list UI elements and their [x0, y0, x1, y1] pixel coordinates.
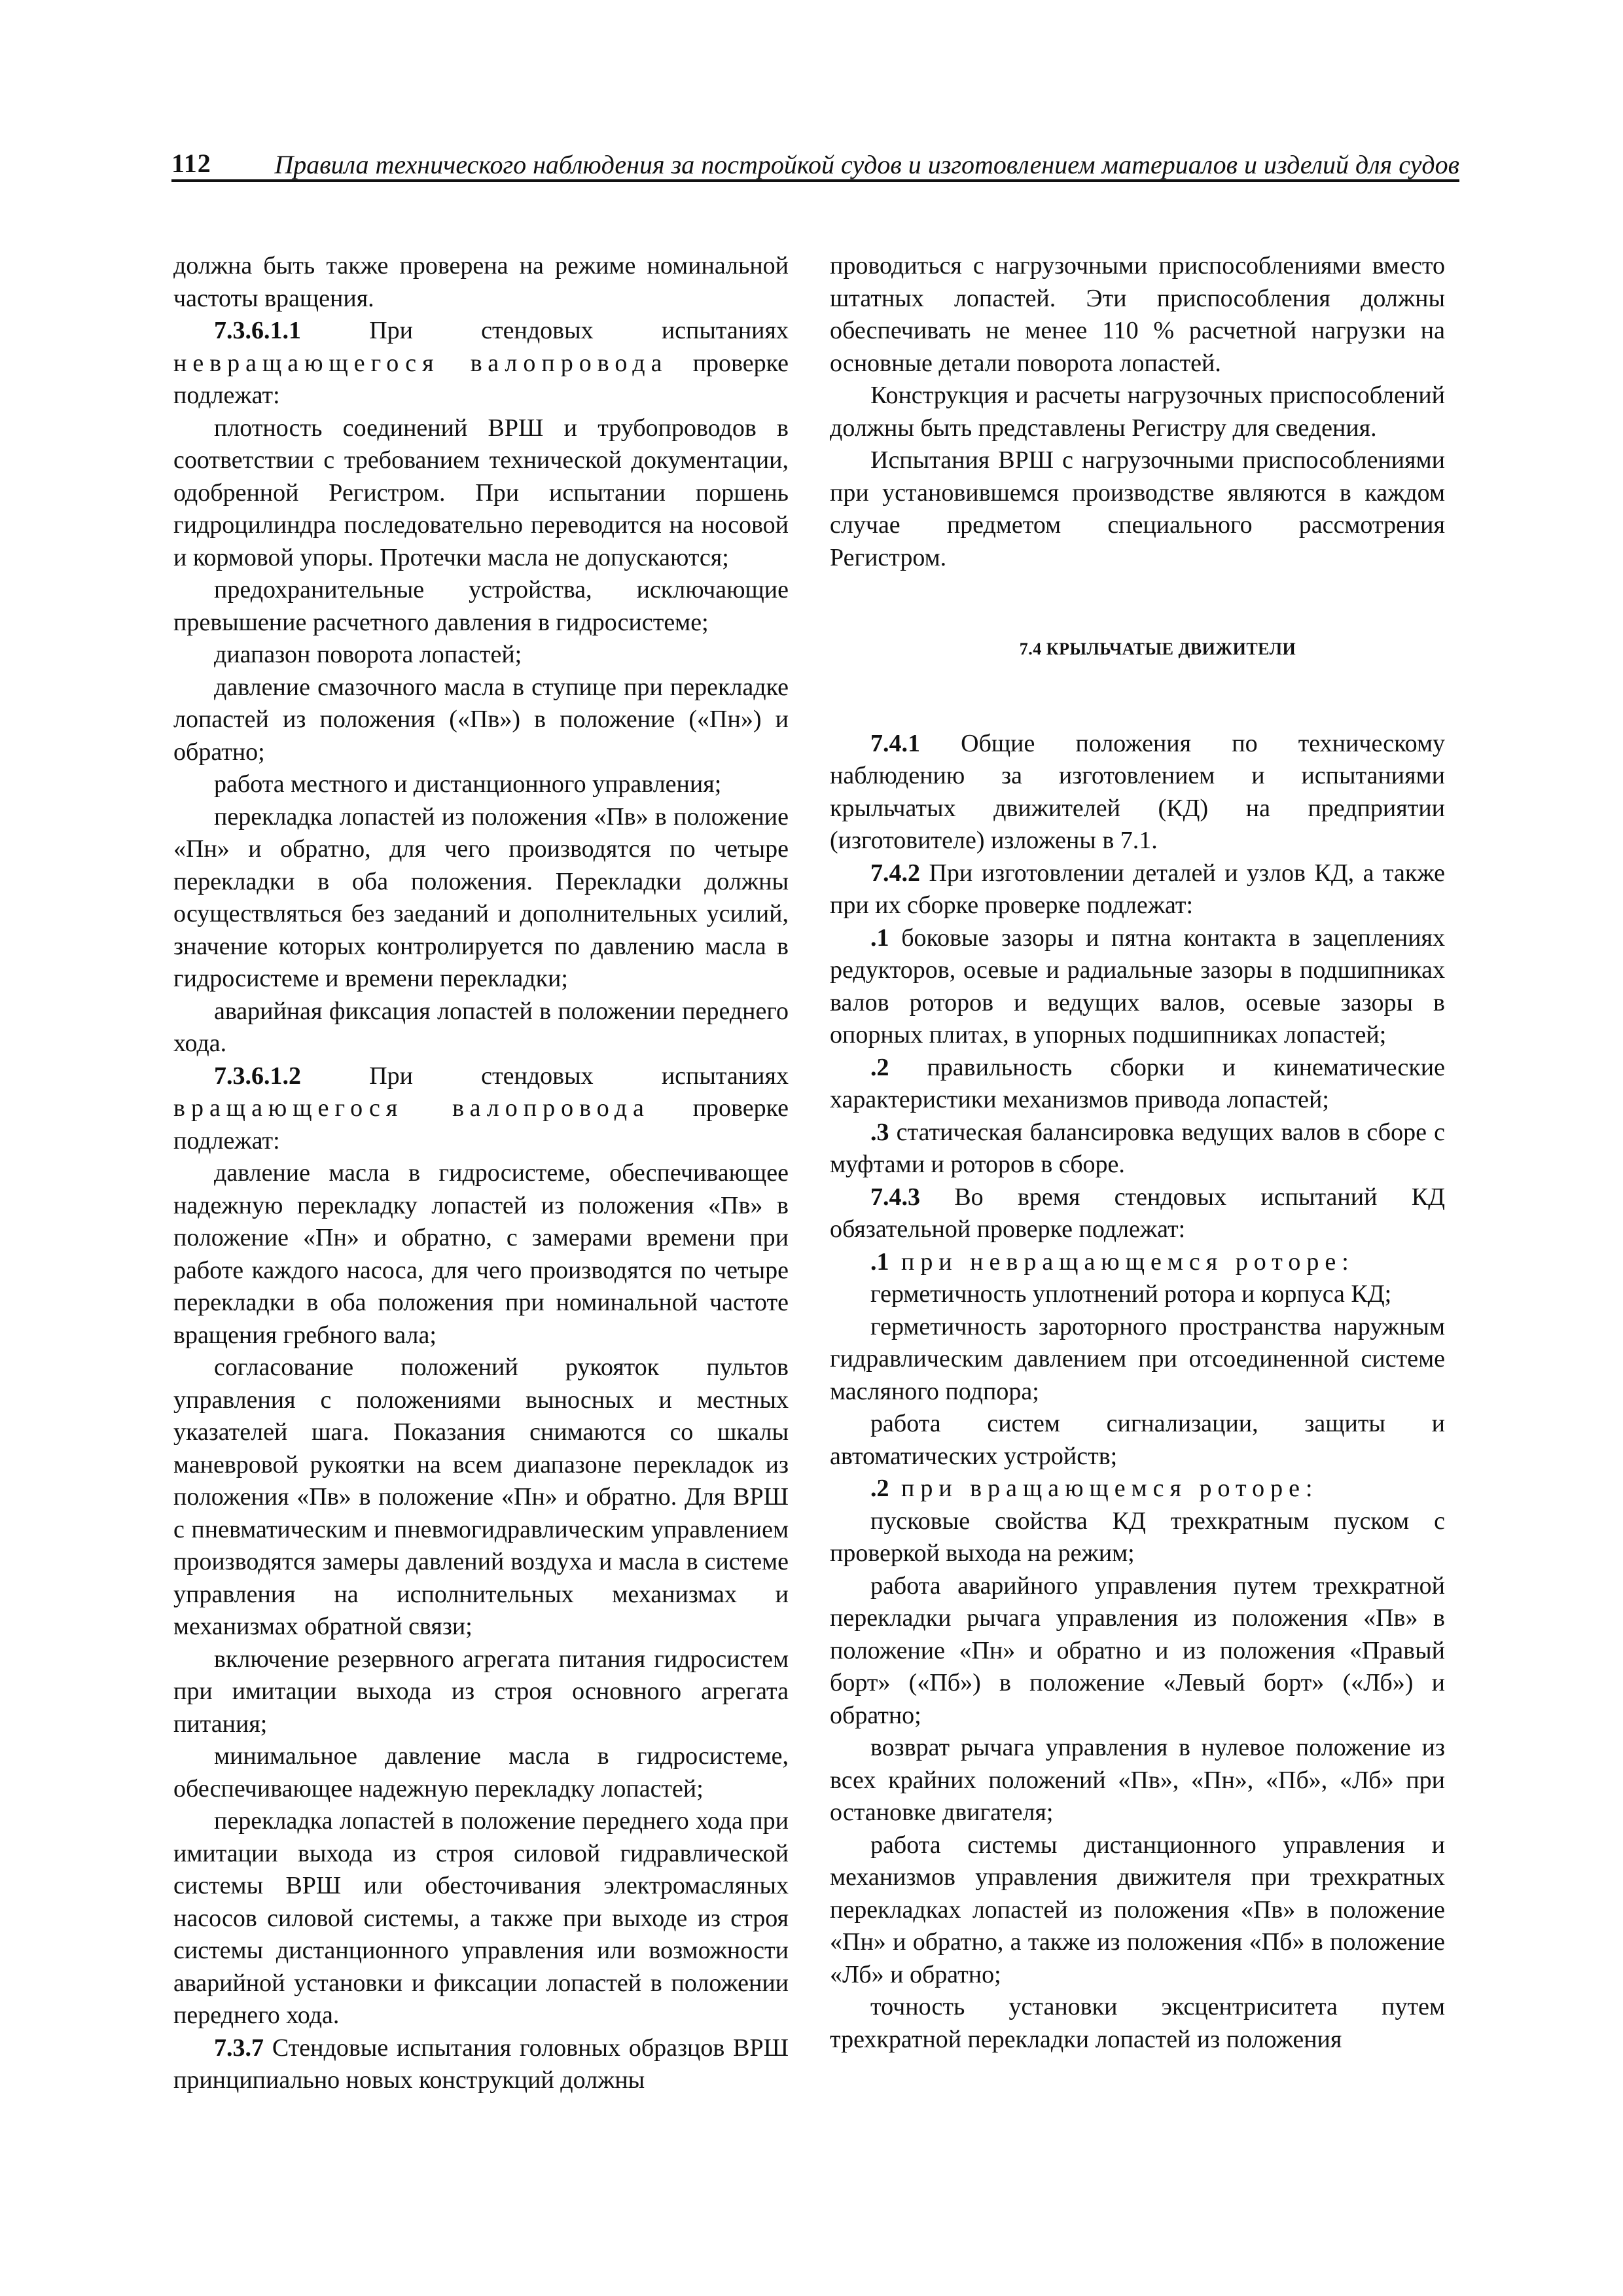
paragraph: проводиться с нагрузочными приспособлениями вместо штатных лопастей. Эти приспособления должны обеспечивать не менее 110 % расчетной нагрузки на основные детали поворота лопастей.: [830, 252, 1445, 377]
clause-text: Во время стендовых испытаний КД обязательной проверке подлежат:: [830, 1183, 1445, 1243]
page-number: 112: [171, 149, 211, 178]
left-column: [173, 250, 789, 2097]
paragraph: согласование положений рукояток пультов управления с положениями выносных и местных указателей шага. Показания снимаются со шкалы маневровой рукоятки на всем диапазоне перекладок из положения «Пв» в положение «Пн» и обратно. Для ВРШ с пневматическим и пневмогидравлическим управлением производятся замеры давлений воздуха и масла в системе управления на исполнительных механизмах и механизмах обратной связи;: [173, 1354, 789, 1640]
item-text: боковые зазоры и пятна контакта в зацеплениях редукторов, осевые и радиальные зазоры в подшипниках валов роторов и ведущих валов, осевые зазоры в опорных плитах, в упорных подшипниках лопастей;: [830, 924, 1445, 1049]
paragraph: возврат рычага управления в нулевое положение из всех крайних положений «Пв», «Пн», «Пб», «Лб» при остановке двигателя;: [830, 1734, 1445, 1826]
clause-7-4-3: [830, 1181, 1445, 1246]
clause-text: При стендовых испытаниях: [301, 1062, 789, 1090]
paragraph: аварийная фиксация лопастей в положении переднего хода.: [173, 997, 789, 1057]
clause-text: проверке подлежат:: [173, 349, 789, 409]
clause-7-3-7: [173, 2032, 789, 2097]
clause-text: При изготовлении деталей и узлов КД, а также при их сборке проверке подлежат:: [830, 859, 1445, 919]
clause-7-3-6-1-1: [173, 315, 789, 412]
clause-number: 7.4.3: [870, 1183, 920, 1211]
paragraph: плотность соединений ВРШ и трубопроводов в соответствии с требованием технической документации, одобренной Регистром. При испытании поршень гидроцилиндра последовательно переводится на носовой и кормовой упоры. Протечки масла не допускаются;: [173, 414, 789, 571]
item-number: .2: [870, 1053, 889, 1081]
item-number: .1: [870, 1247, 889, 1276]
paragraph: герметичность зароторного пространства наружным гидравлическим давлением при отсоединенной системе масляного подпора;: [830, 1312, 1445, 1405]
paragraph: включение резервного агрегата питания гидросистем при имитации выхода из строя основного агрегата питания;: [173, 1645, 789, 1738]
paragraph: должна быть также проверена на режиме номинальной частоты вращения.: [173, 252, 789, 312]
item-text: статическая балансировка ведущих валов в сборе с муфтами и роторов в сборе.: [830, 1118, 1445, 1178]
paragraph: Конструкция и расчеты нагрузочных приспособлений должны быть представлены Регистру для сведения.: [830, 382, 1445, 442]
clause-text: Стендовые испытания головных образцов ВРШ принципиально новых конструкций должны: [173, 2034, 789, 2094]
paragraph: предохранительные устройства, исключающие превышение расчетного давления в гидросистеме;: [173, 576, 789, 636]
paragraph: давление смазочного масла в ступице при перекладке лопастей из положения («Пв») в положение («Пн») и обратно;: [173, 673, 789, 766]
list-item: [830, 1052, 1445, 1117]
spaced-term: вращающегося валопровода: [173, 1094, 650, 1122]
clause-number: 7.3.6.1.2: [214, 1062, 301, 1090]
item-text: правильность сборки и кинематические характеристики механизмов привода лопастей;: [830, 1053, 1445, 1113]
clause-number: 7.3.6.1.1: [214, 317, 301, 344]
paragraph: герметичность уплотнений ротора и корпуса КД;: [870, 1280, 1392, 1308]
paragraph: работа систем сигнализации, защиты и автоматических устройств;: [830, 1410, 1445, 1470]
clause-number: 7.4.1: [870, 729, 920, 757]
list-item: [830, 922, 1445, 1052]
paragraph: перекладка лопастей в положение переднего хода при имитации выхода из строя силовой гидравлической системы ВРШ или обесточивания электромасляных насосов силовой системы, а также при выходе из строя системы дистанционного управления или возможности аварийной установки и фиксации лопастей в положении переднего хода.: [173, 1807, 789, 2029]
list-item: [830, 1246, 1445, 1279]
spaced-term: при вращающемся роторе:: [889, 1475, 1319, 1502]
paragraph: работа аварийного управления путем трехкратной перекладки рычага управления из положения «Пв» в положение «Пн» и обратно и из положения «Правый борт» («Пб») в положение «Левый борт» («Лб») и обратно;: [830, 1571, 1445, 1729]
right-column: [830, 250, 1445, 2056]
item-number: .1: [870, 924, 889, 952]
list-item: [830, 1117, 1445, 1181]
spaced-term: невращающегося валопровода: [173, 349, 668, 377]
clause-number: 7.4.2: [870, 859, 920, 887]
paragraph: работа системы дистанционного управления и механизмов управления движителя при трехкратных перекладках лопастей из положения «Пв» в положение «Пн» и обратно, а также из положения «Пб» в положение «Лб» и обратно;: [830, 1831, 1445, 1988]
page-header: [171, 145, 1459, 182]
clause-text: Общие положения по техническому наблюдению за изготовлением и испытаниями крыльчатых движителей (КД) на предприятии (изготовителе) изложены в 7.1.: [830, 729, 1445, 854]
spaced-term: при невращающемся роторе:: [889, 1247, 1355, 1276]
paragraph: диапазон поворота лопастей;: [214, 641, 522, 668]
clause-7-4-2: [830, 857, 1445, 922]
clause-number: 7.3.7: [214, 2034, 264, 2062]
paragraph: минимальное давление масла в гидросистеме, обеспечивающее надежную перекладку лопастей;: [173, 1742, 789, 1803]
clause-text: При стендовых испытаниях: [301, 317, 789, 344]
paragraph: Испытания ВРШ с нагрузочными приспособлениями при установившемся производстве являются в каждом случае предметом специального рассмотрения Регистром.: [830, 446, 1445, 571]
clause-7-4-1: [830, 728, 1445, 857]
paragraph: точность установки эксцентриситета путем трехкратной перекладки лопастей из положения: [830, 1993, 1445, 2053]
list-item: [830, 1473, 1445, 1505]
paragraph: пусковые свойства КД трехкратным пуском с проверкой выхода на режим;: [830, 1507, 1445, 1567]
paragraph: перекладка лопастей из положения «Пв» в положение «Пн» и обратно, для чего производятся по четыре перекладки в оба положения. Перекладки должны осуществляться без заеданий и дополнительных усилий, значение которых контролируется по давлению масла в гидросистеме и времени перекладки;: [173, 802, 789, 992]
paragraph: работа местного и дистанционного управления;: [214, 770, 722, 798]
item-number: .2: [870, 1475, 889, 1502]
clause-7-3-6-1-2: [173, 1060, 789, 1158]
item-number: .3: [870, 1118, 889, 1146]
running-title: Правила технического наблюдения за постройкой судов и изготовлением материалов и изделий для судов: [274, 150, 1459, 179]
section-title: 7.4 КРЫЛЬЧАТЫЕ ДВИЖИТЕЛИ: [1019, 639, 1296, 658]
paragraph: давление масла в гидросистеме, обеспечивающее надежную перекладку лопастей из положения «Пв» в положение «Пн» и обратно, с замерами времени при работе каждого насоса, для чего производятся по четыре перекладки в оба положения при номинальной частоте вращения гребного вала;: [173, 1159, 789, 1349]
clause-text: проверке подлежат:: [173, 1094, 789, 1155]
